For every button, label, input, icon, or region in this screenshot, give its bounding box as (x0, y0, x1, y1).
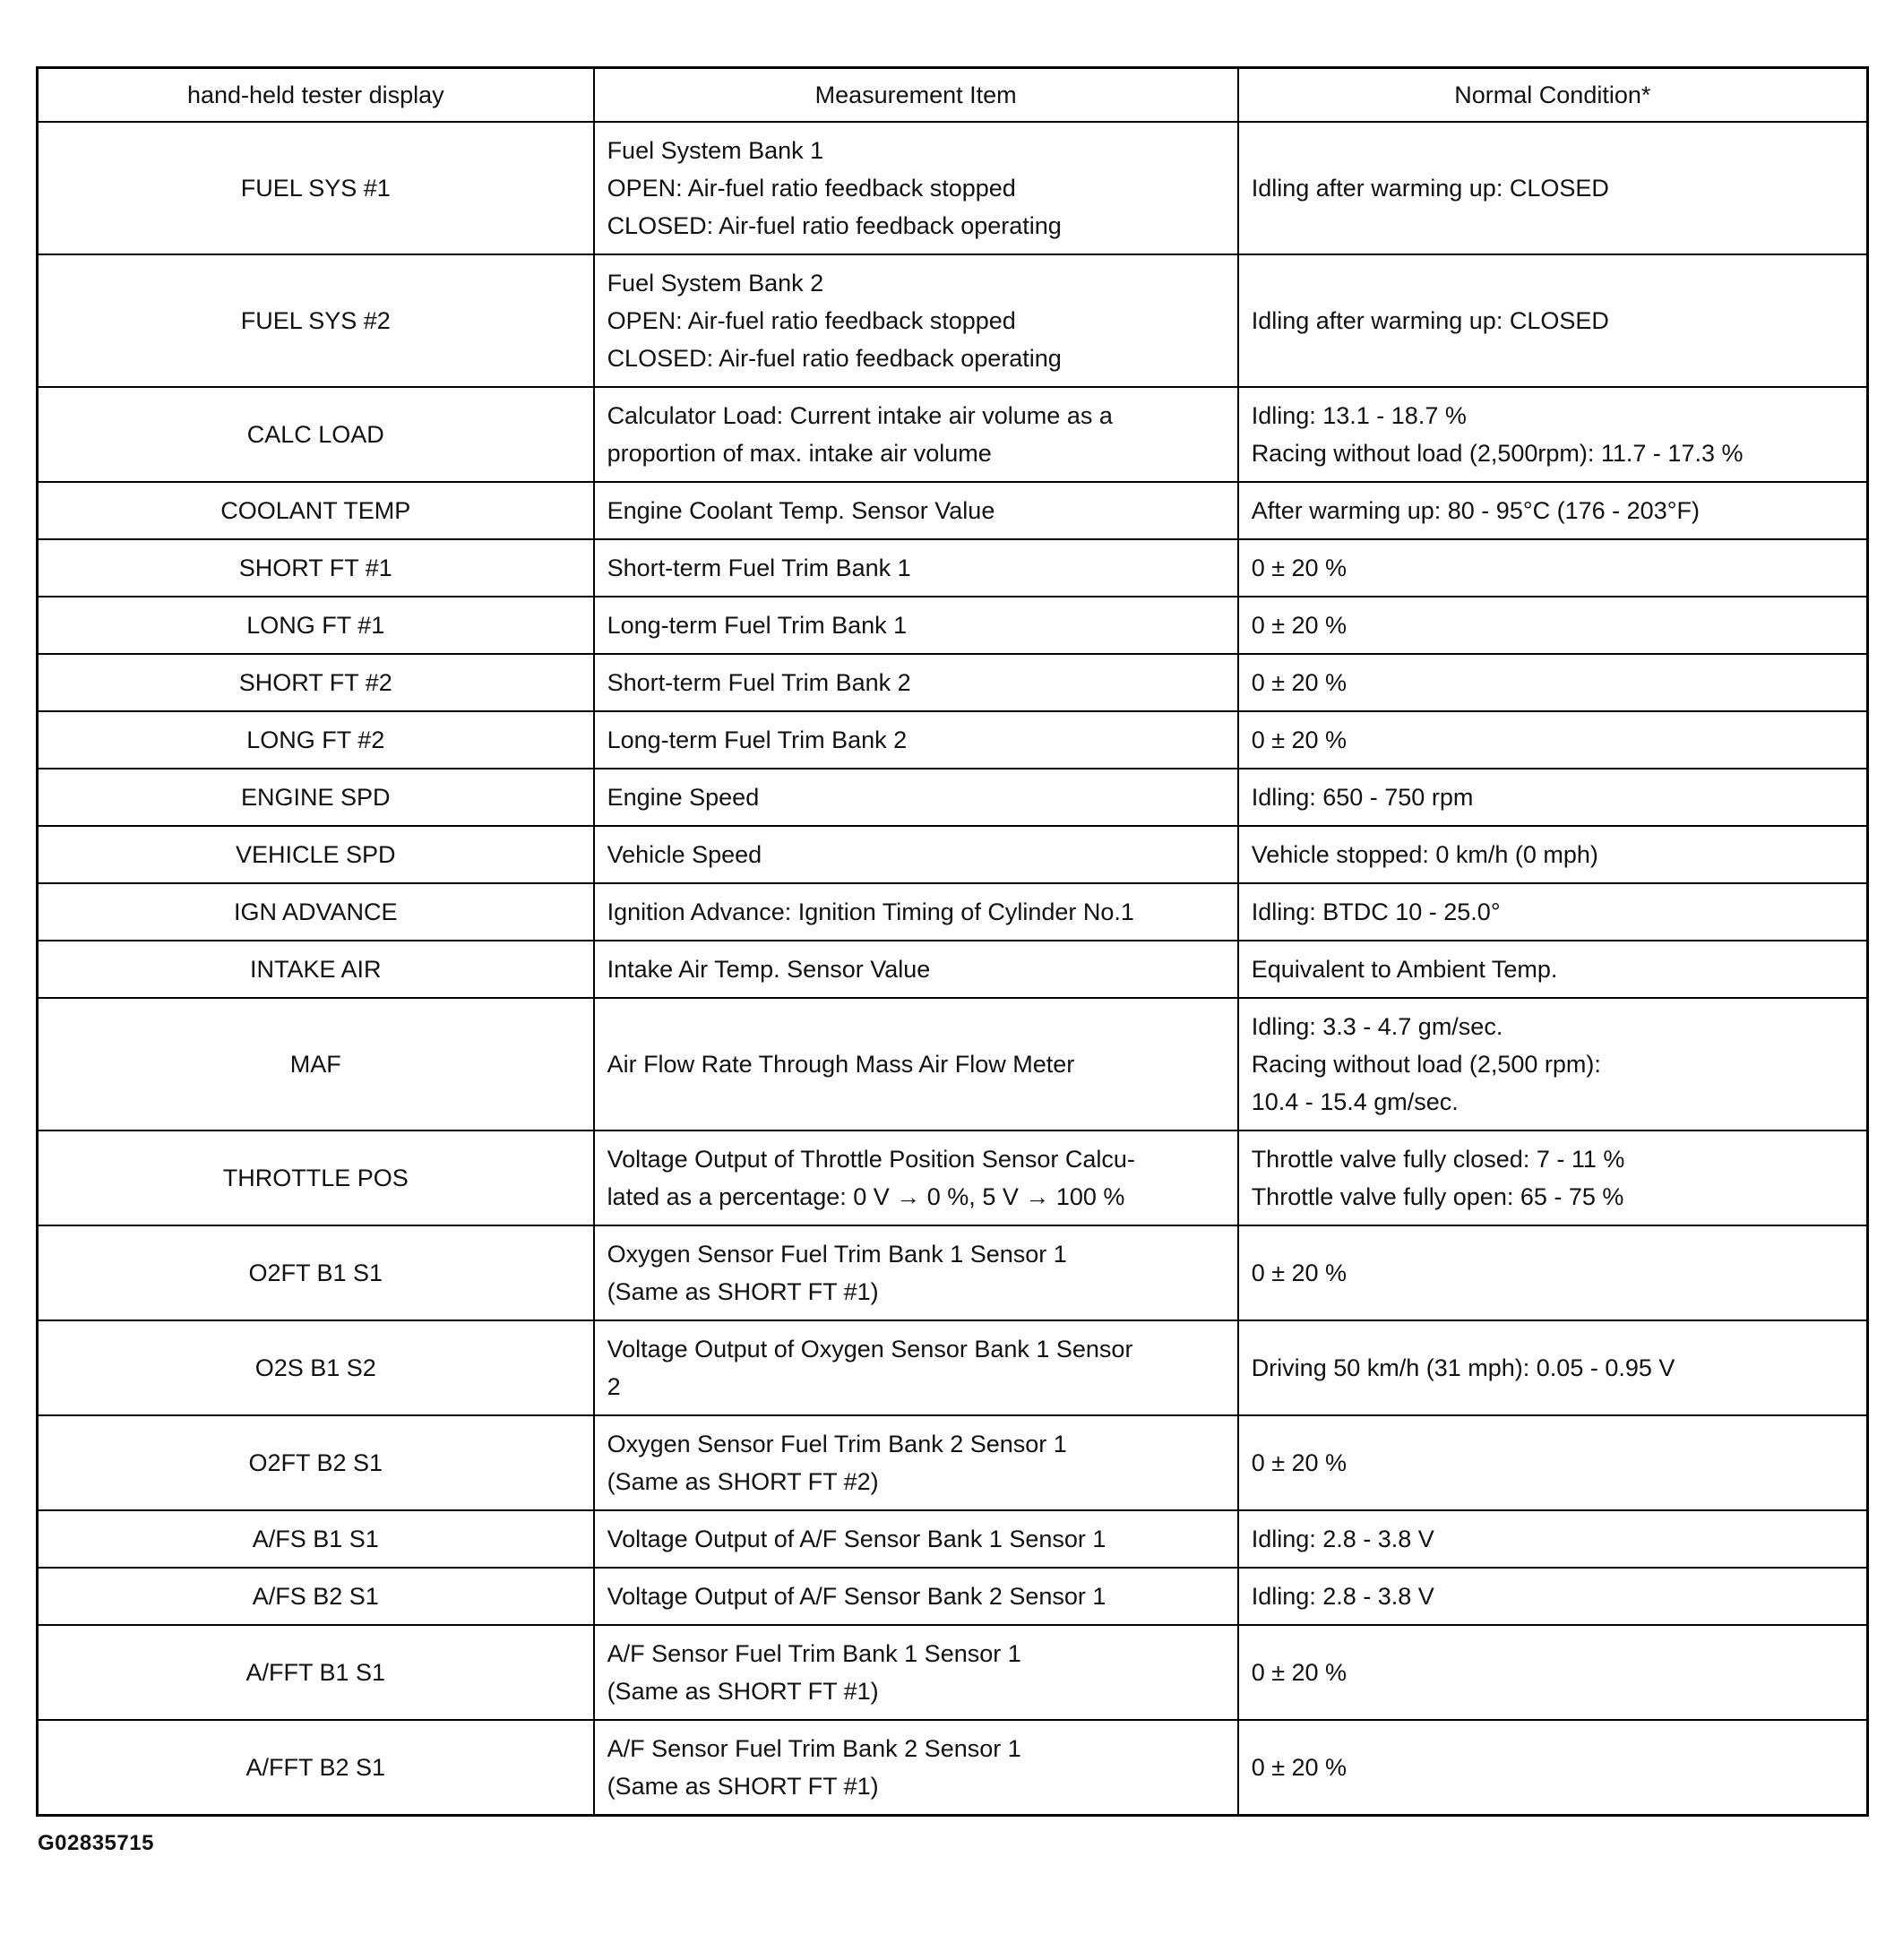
normal-condition-cell (1238, 826, 1868, 883)
measurement-item-cell (594, 1415, 1238, 1510)
cell-text-line: 0 ± 20 % (1251, 1449, 1348, 1476)
cell-text-line: Equivalent to Ambient Temp. (1251, 955, 1558, 983)
normal-condition-cell (1238, 711, 1868, 769)
cell-text-line: Idling: 13.1 - 18.7 % (1251, 401, 1467, 429)
cell-text-line: (Same as SHORT FT #2) (607, 1467, 879, 1495)
tester-display-cell: CALC LOAD (38, 387, 594, 482)
cell-text-line: OPEN: Air-fuel ratio feedback stopped (607, 174, 1016, 202)
cell-text-line: Ignition Advance: Ignition Timing of Cylinder No.1 (607, 898, 1134, 925)
tester-display-cell: O2S B1 S2 (38, 1320, 594, 1415)
table-row (38, 1625, 1868, 1720)
measurement-item-cell (594, 654, 1238, 711)
cell-text-line: Calculator Load: Current intake air volume as a (607, 401, 1113, 429)
measurement-item-cell (594, 883, 1238, 941)
normal-condition-cell (1238, 597, 1868, 654)
tester-display-cell: SHORT FT #2 (38, 654, 594, 711)
cell-text-line: Idling: 650 - 750 rpm (1251, 783, 1474, 811)
cell-text-line: Throttle valve fully open: 65 - 75 % (1251, 1182, 1624, 1210)
header-normal-condition: Normal Condition* (1238, 68, 1868, 122)
normal-condition-cell (1238, 654, 1868, 711)
table-row (38, 941, 1868, 998)
table-row (38, 539, 1868, 597)
tester-display-cell: THROTTLE POS (38, 1130, 594, 1225)
cell-text-line: Oxygen Sensor Fuel Trim Bank 2 Sensor 1 (607, 1430, 1067, 1457)
cell-text-line: 10.4 - 15.4 gm/sec. (1251, 1087, 1459, 1115)
cell-text-line: Air Flow Rate Through Mass Air Flow Meter (607, 1050, 1075, 1078)
table-row (38, 597, 1868, 654)
measurement-item-cell (594, 1625, 1238, 1720)
cell-text-line: Idling: 2.8 - 3.8 V (1251, 1525, 1434, 1552)
tester-display-cell: LONG FT #1 (38, 597, 594, 654)
measurement-item-cell (594, 1130, 1238, 1225)
normal-condition-cell (1238, 1225, 1868, 1320)
measurement-item-cell (594, 539, 1238, 597)
cell-text-line: 0 ± 20 % (1251, 1259, 1348, 1286)
cell-text-line: Intake Air Temp. Sensor Value (607, 955, 931, 983)
cell-text-line: Throttle valve fully closed: 7 - 11 % (1251, 1145, 1625, 1173)
table-row (38, 482, 1868, 539)
cell-text-line: (Same as SHORT FT #1) (607, 1772, 879, 1800)
cell-text-line: (Same as SHORT FT #1) (607, 1677, 879, 1705)
cell-text-line: Racing without load (2,500 rpm): (1251, 1050, 1601, 1078)
table-row (38, 998, 1868, 1130)
cell-text-line: CLOSED: Air-fuel ratio feedback operating (607, 344, 1062, 372)
tester-display-cell: INTAKE AIR (38, 941, 594, 998)
cell-text-line: Short-term Fuel Trim Bank 1 (607, 554, 911, 581)
normal-condition-cell (1238, 122, 1868, 254)
normal-condition-cell (1238, 998, 1868, 1130)
cell-text-line: Driving 50 km/h (31 mph): 0.05 - 0.95 V (1251, 1354, 1675, 1381)
table-row (38, 654, 1868, 711)
cell-text-line: Oxygen Sensor Fuel Trim Bank 1 Sensor 1 (607, 1240, 1067, 1268)
cell-text-line: 0 ± 20 % (1251, 1658, 1348, 1686)
tester-display-cell: IGN ADVANCE (38, 883, 594, 941)
cell-text-line: 0 ± 20 % (1251, 668, 1348, 696)
tester-display-cell: O2FT B1 S1 (38, 1225, 594, 1320)
table-row (38, 1720, 1868, 1816)
measurement-item-cell (594, 122, 1238, 254)
normal-condition-cell (1238, 941, 1868, 998)
normal-condition-cell (1238, 1415, 1868, 1510)
normal-condition-cell (1238, 883, 1868, 941)
measurement-item-cell (594, 998, 1238, 1130)
cell-text-line: A/F Sensor Fuel Trim Bank 2 Sensor 1 (607, 1734, 1021, 1762)
cell-text-line: Racing without load (2,500rpm): 11.7 - 17.3 % (1251, 439, 1744, 467)
cell-text-line: Long-term Fuel Trim Bank 1 (607, 611, 908, 639)
normal-condition-cell (1238, 1320, 1868, 1415)
table-row (38, 254, 1868, 387)
cell-text-line: Vehicle stopped: 0 km/h (0 mph) (1251, 840, 1598, 868)
cell-text-line: Idling: 2.8 - 3.8 V (1251, 1582, 1434, 1610)
cell-text-line: Short-term Fuel Trim Bank 2 (607, 668, 911, 696)
normal-condition-cell (1238, 1510, 1868, 1568)
table-row (38, 1415, 1868, 1510)
measurement-item-cell (594, 826, 1238, 883)
table-row (38, 826, 1868, 883)
normal-condition-cell (1238, 769, 1868, 826)
measurement-item-cell (594, 941, 1238, 998)
normal-condition-cell (1238, 482, 1868, 539)
tester-display-cell: A/FS B2 S1 (38, 1568, 594, 1625)
tester-display-cell: MAF (38, 998, 594, 1130)
normal-condition-cell (1238, 539, 1868, 597)
diagnostic-data-table (36, 66, 1869, 1817)
measurement-item-cell (594, 1320, 1238, 1415)
table-row (38, 1225, 1868, 1320)
cell-text-line: proportion of max. intake air volume (607, 439, 992, 467)
measurement-item-cell (594, 711, 1238, 769)
table-row (38, 1510, 1868, 1568)
figure-code: G02835715 (38, 1830, 154, 1855)
tester-display-cell: A/FFT B1 S1 (38, 1625, 594, 1720)
cell-text-line: Voltage Output of A/F Sensor Bank 1 Sensor 1 (607, 1525, 1106, 1552)
tester-display-cell: FUEL SYS #1 (38, 122, 594, 254)
measurement-item-cell (594, 482, 1238, 539)
normal-condition-cell (1238, 254, 1868, 387)
cell-text-line: lated as a percentage: 0 V → 0 %, 5 V → 100 % (607, 1182, 1125, 1210)
cell-text-line: A/F Sensor Fuel Trim Bank 1 Sensor 1 (607, 1639, 1021, 1667)
table-header-row (38, 68, 1868, 122)
tester-display-cell: A/FFT B2 S1 (38, 1720, 594, 1816)
cell-text-line: 0 ± 20 % (1251, 554, 1348, 581)
cell-text-line: Voltage Output of A/F Sensor Bank 2 Sensor 1 (607, 1582, 1106, 1610)
tester-display-cell: COOLANT TEMP (38, 482, 594, 539)
tester-display-cell: SHORT FT #1 (38, 539, 594, 597)
normal-condition-cell (1238, 1720, 1868, 1816)
header-measurement-item: Measurement Item (594, 68, 1238, 122)
cell-text-line: Engine Speed (607, 783, 760, 811)
measurement-item-cell (594, 1225, 1238, 1320)
tester-display-cell: O2FT B2 S1 (38, 1415, 594, 1510)
cell-text-line: Voltage Output of Throttle Position Sensor Calcu- (607, 1145, 1135, 1173)
tester-display-cell: LONG FT #2 (38, 711, 594, 769)
table-row (38, 711, 1868, 769)
cell-text-line: Idling after warming up: CLOSED (1251, 174, 1609, 202)
cell-text-line: OPEN: Air-fuel ratio feedback stopped (607, 306, 1016, 334)
cell-text-line: Fuel System Bank 1 (607, 136, 824, 164)
tester-display-cell: A/FS B1 S1 (38, 1510, 594, 1568)
normal-condition-cell (1238, 1130, 1868, 1225)
cell-text-line: Voltage Output of Oxygen Sensor Bank 1 Sensor (607, 1335, 1133, 1363)
cell-text-line: 0 ± 20 % (1251, 611, 1348, 639)
cell-text-line: (Same as SHORT FT #1) (607, 1277, 879, 1305)
cell-text-line: After warming up: 80 - 95°C (176 - 203°F) (1251, 496, 1700, 524)
cell-text-line: CLOSED: Air-fuel ratio feedback operating (607, 211, 1062, 239)
normal-condition-cell (1238, 1568, 1868, 1625)
normal-condition-cell (1238, 387, 1868, 482)
cell-text-line: Long-term Fuel Trim Bank 2 (607, 726, 908, 753)
table-row (38, 769, 1868, 826)
measurement-item-cell (594, 769, 1238, 826)
table-row (38, 883, 1868, 941)
tester-display-cell: VEHICLE SPD (38, 826, 594, 883)
table-row (38, 1320, 1868, 1415)
measurement-item-cell (594, 1568, 1238, 1625)
cell-text-line: Idling: BTDC 10 - 25.0° (1251, 898, 1501, 925)
cell-text-line: 0 ± 20 % (1251, 726, 1348, 753)
cell-text-line: Fuel System Bank 2 (607, 269, 824, 297)
tester-display-cell: ENGINE SPD (38, 769, 594, 826)
table-row (38, 1568, 1868, 1625)
header-tester-display: hand-held tester display (38, 68, 594, 122)
measurement-item-cell (594, 1510, 1238, 1568)
measurement-item-cell (594, 387, 1238, 482)
table-row (38, 387, 1868, 482)
cell-text-line: 0 ± 20 % (1251, 1753, 1348, 1781)
cell-text-line: 2 (607, 1372, 621, 1400)
cell-text-line: Vehicle Speed (607, 840, 762, 868)
measurement-item-cell (594, 1720, 1238, 1816)
cell-text-line: Idling after warming up: CLOSED (1251, 306, 1609, 334)
normal-condition-cell (1238, 1625, 1868, 1720)
measurement-item-cell (594, 254, 1238, 387)
cell-text-line: Engine Coolant Temp. Sensor Value (607, 496, 995, 524)
table-row (38, 1130, 1868, 1225)
cell-text-line: Idling: 3.3 - 4.7 gm/sec. (1251, 1012, 1503, 1040)
table-row (38, 122, 1868, 254)
measurement-item-cell (594, 597, 1238, 654)
tester-display-cell: FUEL SYS #2 (38, 254, 594, 387)
